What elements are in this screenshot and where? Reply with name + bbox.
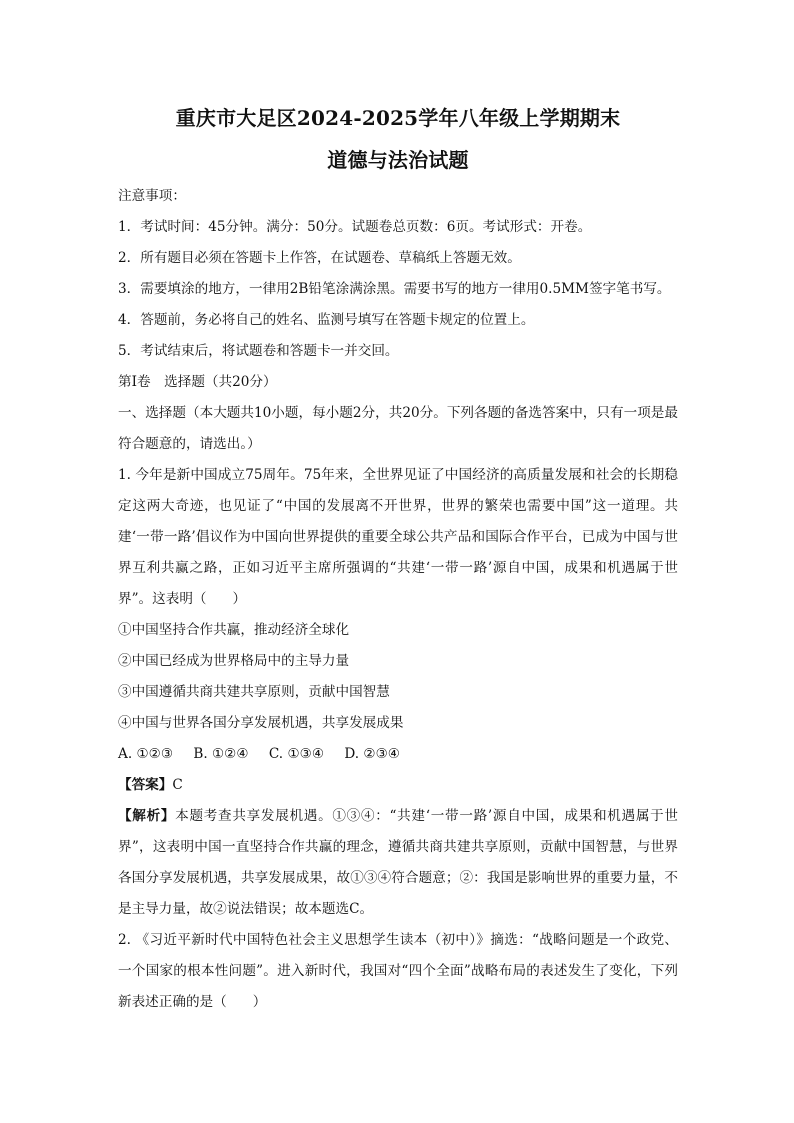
document-title-line-1: 重庆市大足区2024-2025学年八年级上学期期末	[175, 106, 621, 130]
choice-a: A. ①②③	[118, 746, 174, 762]
question-1-option-3: ③中国遵循共商共建共享原则，贡献中国智慧	[118, 684, 390, 700]
question-2-stem-text: 2. 《习近平新时代中国特色社会主义思想学生读本（初中）》摘选：“战略问题是一个政党、一个国家的根本性问题”。进入新时代，我国对“四个全面”战略布局的表述发生了变化，下列新表述正确的是（	[118, 932, 678, 1010]
answer-label: 【答案】	[118, 777, 173, 793]
question-1-option-2: ②中国已经成为世界格局中的主导力量	[118, 653, 350, 669]
question-1-analysis	[118, 801, 678, 925]
question-1-stem-text: 1. 今年是新中国成立75周年。75年来，全世界见证了中国经济的高质量发展和社会的长期稳定这两大奇迹，也见证了“中国的发展离不开世界，世界的繁荣也需要中国”这一道理。共建‘一带一路’倡议作为中国向世界提供的重要全球公共产品和国际合作平台，已成为中国与世界互利共赢之路，正如习近平主席所强调的“共建‘一带一路’源自中国，成果和机遇属于世界”。这表明（	[118, 467, 678, 607]
choice-c: C. ①③④	[268, 746, 325, 762]
analysis-label: 【解析】	[118, 808, 176, 824]
question-1-stem	[118, 460, 678, 615]
question-1-stem-tail: ）	[232, 591, 247, 607]
answer-value: C	[172, 777, 183, 793]
notes-item-2: 2．所有题目必须在答题卡上作答，在试题卷、草稿纸上答题无效。	[118, 250, 521, 266]
question-2-stem	[118, 925, 678, 1018]
document-content	[118, 102, 678, 1018]
question-2-stem-tail: ）	[252, 994, 267, 1010]
notes-item-5: 5．考试结束后，将试题卷和答题卡一并交回。	[118, 343, 399, 359]
notes-item-1: 1．考试时间：45分钟。满分：50分。试题卷总页数：6页。考试形式：开卷。	[118, 219, 592, 235]
choice-d: D. ②③④	[344, 746, 400, 762]
notes-heading: 注意事项：	[118, 188, 186, 204]
notes-item-3: 3．需要填涂的地方，一律用2B铅笔涂满涂黑。需要书写的地方一律用0.5MM签字笔书写。	[118, 281, 671, 297]
section-instruction: 一、选择题（本大题共10小题，每小题2分，共20分。下列各题的备选答案中，只有一项是最符合题意的，请选出。）	[118, 405, 678, 452]
analysis-text: 本题考查共享发展机遇。①③④：“共建‘一带一路’源自中国，成果和机遇属于世界”，这表明中国一直坚持合作共赢的理念，遵循共商共建共享原则，贡献中国智慧，与世界各国分享发展机遇，共享发展成果，故①③④符合题意；②：我国是影响世界的重要力量，不是主导力量，故②说法错误；故本题选C。	[118, 808, 679, 917]
question-1-choices	[118, 739, 678, 770]
question-1-answer	[118, 770, 678, 801]
question-1-option-1: ①中国坚持合作共赢，推动经济全球化	[118, 622, 350, 638]
notes-section	[118, 181, 678, 367]
notes-item-4: 4．答题前，务必将自己的姓名、监测号填写在答题卡规定的位置上。	[118, 312, 535, 328]
document-title-line-2: 道德与法治试题	[327, 148, 469, 172]
choice-b: B. ①②④	[193, 746, 249, 762]
question-1-option-4: ④中国与世界各国分享发展机遇，共享发展成果	[118, 715, 404, 731]
section-title: 第Ⅰ卷 选择题（共20分）	[118, 374, 277, 390]
